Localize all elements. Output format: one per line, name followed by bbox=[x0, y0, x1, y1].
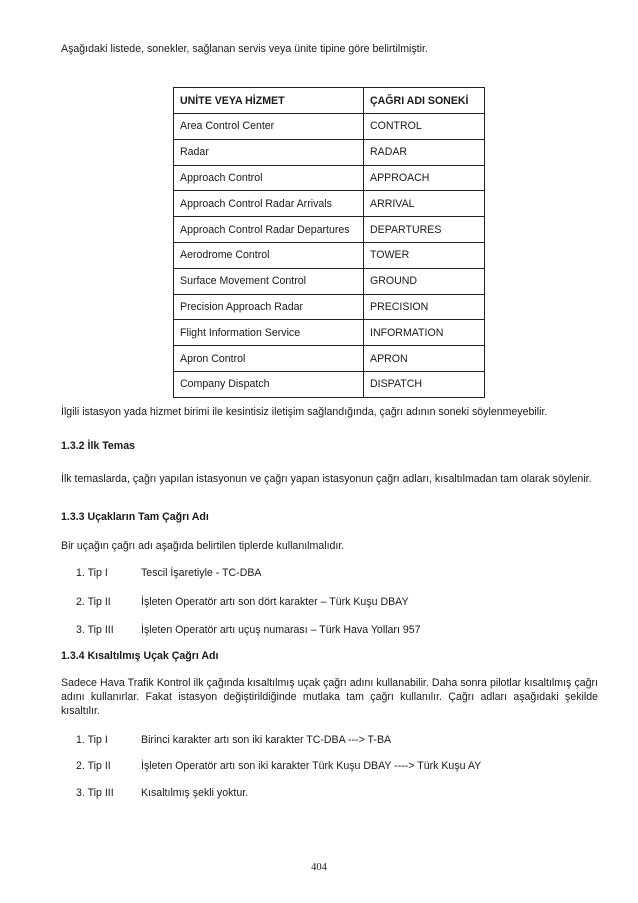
table-cell-suffix: TOWER bbox=[364, 242, 485, 268]
list-item-number: 1. Tip I bbox=[76, 734, 108, 746]
list-item-number: 2. Tip II bbox=[76, 760, 111, 772]
list-item-text: Kısaltılmış şekli yoktur. bbox=[141, 787, 249, 799]
table-cell-suffix: APPROACH bbox=[364, 165, 485, 191]
note-paragraph: İlgili istasyon yada hizmet birimi ile kesintisiz iletişim sağlandığında, çağrı adının soneki söylenmeyebilir. bbox=[61, 406, 548, 418]
table-cell-suffix: ARRIVAL bbox=[364, 191, 485, 217]
table-cell-suffix: DISPATCH bbox=[364, 371, 485, 397]
list-item-number: 1. Tip I bbox=[76, 567, 108, 579]
table-row bbox=[174, 294, 485, 320]
table-cell-unit: Aerodrome Control bbox=[174, 242, 364, 268]
table-row bbox=[174, 242, 485, 268]
list-item bbox=[76, 595, 409, 609]
table-cell-suffix: INFORMATION bbox=[364, 320, 485, 346]
table-cell-suffix: DEPARTURES bbox=[364, 217, 485, 243]
table-row bbox=[174, 139, 485, 165]
table-cell-suffix: CONTROL bbox=[364, 114, 485, 140]
section-heading-1-3-2: 1.3.2 İlk Temas bbox=[61, 440, 136, 452]
table-cell-unit: Area Control Center bbox=[174, 114, 364, 140]
table-cell-unit: Approach Control bbox=[174, 165, 364, 191]
table-cell-suffix: APRON bbox=[364, 346, 485, 372]
list-item bbox=[76, 786, 248, 800]
table-cell-unit: Company Dispatch bbox=[174, 371, 364, 397]
section-text-1-3-3: Bir uçağın çağrı adı aşağıda belirtilen tiplerde kullanılmalıdır. bbox=[61, 540, 345, 552]
list-item-number: 3. Tip III bbox=[76, 624, 114, 636]
table-cell-unit: Flight Information Service bbox=[174, 320, 364, 346]
callsign-suffix-table bbox=[173, 87, 485, 398]
table-header-row bbox=[174, 88, 485, 114]
table-row bbox=[174, 191, 485, 217]
section-heading-1-3-3: 1.3.3 Uçakların Tam Çağrı Adı bbox=[61, 511, 209, 523]
table-cell-unit: Apron Control bbox=[174, 346, 364, 372]
table-cell-unit: Surface Movement Control bbox=[174, 268, 364, 294]
list-item-text: Tescil İşaretiyle - TC-DBA bbox=[141, 567, 262, 579]
table-row bbox=[174, 114, 485, 140]
section-text-1-3-4: Sadece Hava Trafik Kontrol ilk çağında kısaltılmış uçak çağrı adını kullanabilir. Daha sonra pilotlar kısaltılmış çağrı adını kullanırlar. Fakat istasyon değiştirildiğinde mutlaka tam çağrı kullanılır. Çağrı adları aşağıdaki şekilde kısaltılır. bbox=[61, 677, 598, 717]
table-row bbox=[174, 371, 485, 397]
table-header-unit: UNİTE VEYA HİZMET bbox=[174, 88, 364, 114]
table-row bbox=[174, 165, 485, 191]
section-heading-1-3-4: 1.3.4 Kısaltılmış Uçak Çağrı Adı bbox=[61, 650, 219, 662]
table-cell-unit: Precision Approach Radar bbox=[174, 294, 364, 320]
table-header-suffix: ÇAĞRI ADI SONEKİ bbox=[364, 88, 485, 114]
list-item-text: İşleten Operatör artı uçuş numarası – Türk Hava Yolları 957 bbox=[141, 624, 421, 636]
table-cell-suffix: GROUND bbox=[364, 268, 485, 294]
section-text-1-3-2: İlk temaslarda, çağrı yapılan istasyonun ve çağrı yapan istasyonun çağrı adları, kısaltılmadan tam olarak söylenir. bbox=[61, 473, 592, 485]
table-cell-unit: Radar bbox=[174, 139, 364, 165]
list-item bbox=[76, 566, 261, 580]
table-row bbox=[174, 320, 485, 346]
list-item-text: Birinci karakter artı son iki karakter TC-DBA ---> T-BA bbox=[141, 734, 392, 746]
intro-paragraph: Aşağıdaki listede, sonekler, sağlanan servis veya ünite tipine göre belirtilmiştir. bbox=[61, 43, 428, 55]
list-item-text: İşleten Operatör artı son iki karakter Türk Kuşu DBAY ----> Türk Kuşu AY bbox=[141, 760, 482, 772]
list-item bbox=[76, 733, 391, 747]
list-item bbox=[76, 759, 481, 773]
list-item-number: 2. Tip II bbox=[76, 596, 111, 608]
list-item-text: İşleten Operatör artı son dört karakter – Türk Kuşu DBAY bbox=[141, 596, 409, 608]
page-number: 404 bbox=[311, 862, 327, 873]
table-row bbox=[174, 217, 485, 243]
table-cell-suffix: PRECISION bbox=[364, 294, 485, 320]
table-cell-unit: Approach Control Radar Departures bbox=[174, 217, 364, 243]
table-cell-unit: Approach Control Radar Arrivals bbox=[174, 191, 364, 217]
table-cell-suffix: RADAR bbox=[364, 139, 485, 165]
list-item bbox=[76, 623, 421, 637]
list-item-number: 3. Tip III bbox=[76, 787, 114, 799]
table-row bbox=[174, 268, 485, 294]
table-row bbox=[174, 346, 485, 372]
